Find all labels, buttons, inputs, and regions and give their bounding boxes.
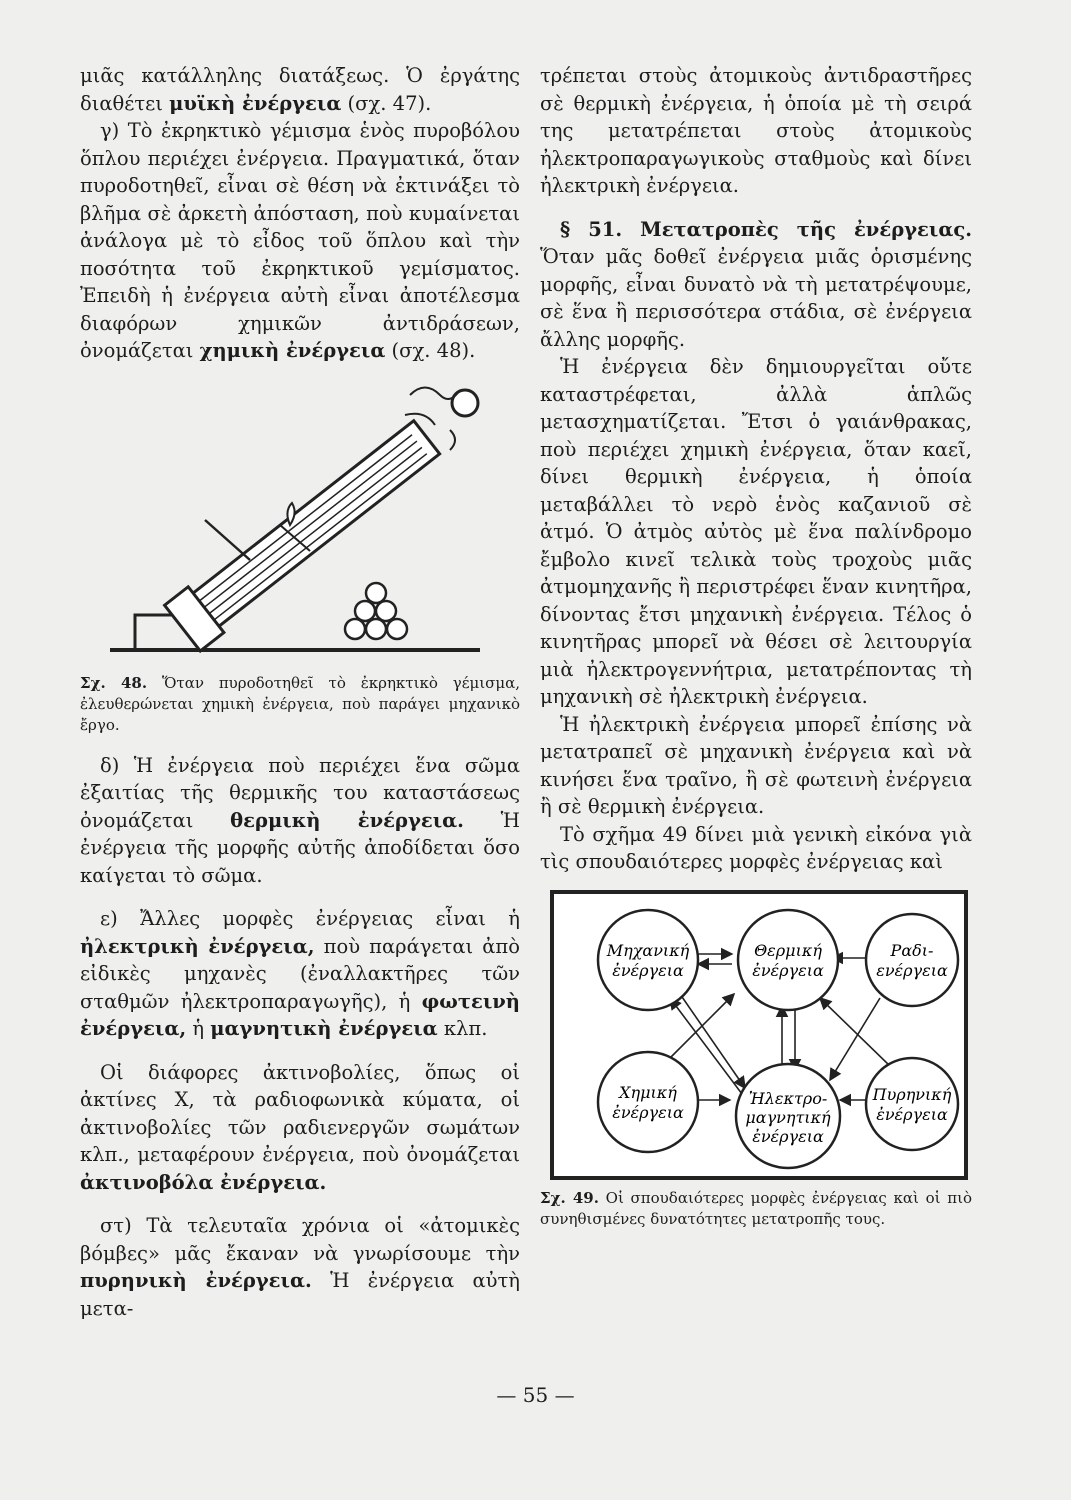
svg-text:Ραδι-: Ραδι- [890, 940, 934, 960]
page-number: — 55 — [496, 1383, 575, 1407]
node-thermal-energy [738, 910, 838, 1010]
paragraph: Οἱ διάφορες ἀκτινοβολίες, ὅπως οἱ ἀκτίνες Χ, τὰ ραδιοφωνικὰ κύματα, οἱ ἀκτινοβολίες τῶν ραδιενεργῶν σωμάτων κλπ., μεταφέρουν ἐνέργεια, ποὺ ὀνομάζεται ἀκτινοβόλα ἐνέργεια. [80, 1060, 520, 1194]
svg-text:Θερμική: Θερμική [754, 940, 822, 960]
figure-48-caption: Σχ. 48. Ὅταν πυροδοτηθεῖ τὸ ἐκρηκτικὸ γέμισμα, ἐλευθερώνεται χημικὴ ἐνέργεια, ποὺ παράγει μηχανικὸ ἔργο. [80, 673, 520, 734]
svg-text:ἐνέργεια: ἐνέργεια [752, 1126, 824, 1146]
svg-text:ἐνέργεια: ἐνέργεια [752, 960, 824, 980]
svg-text:Ἠλεκτρο-: Ἠλεκτρο- [748, 1088, 828, 1108]
node-electromagnetic-energy [736, 1064, 840, 1168]
svg-text:ἐνέργεια: ἐνέργεια [612, 1102, 684, 1122]
paragraph: Ἡ ἠλεκτρικὴ ἐνέργεια μπορεῖ ἐπίσης νὰ μετατραπεῖ σὲ μηχανικὴ ἐνέργεια καὶ νὰ κινήσει ἕνα τραῖνο, ἢ σὲ φωτεινὴ ἐνέργεια ἢ σὲ θερμικὴ ἐνέργεια. [540, 712, 972, 818]
paragraph: Ἡ ἐνέργεια δὲν δημιουργεῖται οὔτε καταστρέφεται, ἀλλὰ ἁπλῶς μετασχηματίζεται. Ἔτσι ὁ γαιάνθρακας, ποὺ περιέχει χημικὴ ἐνέργεια, ὅταν καεῖ, δίνει θερμικὴ ἐνέργεια, ἡ ὁποία μεταβάλλει τὸ νερὸ ἑνὸς καζανιοῦ σὲ ἀτμό. Ὁ ἀτμὸς αὐτὸς μὲ ἕνα παλίνδρομο ἔμβολο κινεῖ τελικὰ τοὺς τροχοὺς μιᾶς ἀτμομηχανῆς ἢ περιστρέφει ἕναν κινητῆρα, δίνοντας ἔτσι μηχανικὴ ἐνέργεια. Τέλος ὁ κινητῆρας μπορεῖ νὰ θέσει σὲ λειτουργία μιὰ ἠλεκτρογεννήτρια, μετατρέποντας τὴ μηχανικὴ σὲ ἠλεκτρικὴ ἐνέργεια. [540, 355, 972, 708]
section-51: § 51. Μετατροπὲς τῆς ἐνέργειας. Ὅταν μᾶς δοθεῖ ἐνέργεια μιᾶς ὁρισμένης μορφῆς, εἶναι δυνατὸ νὰ τὴ μετατρέψουμε, σὲ ἕνα ἢ περισσότερα στάδια, σὲ ἐνέργεια ἄλλης μορφῆς. [540, 217, 972, 351]
paragraph: τρέπεται στοὺς ἀτομικοὺς ἀντιδραστῆρες σὲ θερμικὴ ἐνέργεια, ἡ ὁποία μὲ τὴ σειρά της μετατρέπεται στοὺς ἀτομικοὺς ἠλεκτροπαραγωγικοὺς σταθμοὺς καὶ δίνει ἠλεκτρικὴ ἐνέργεια. [540, 64, 972, 197]
svg-text:Χημική: Χημική [619, 1082, 677, 1102]
paragraph: Τὸ σχῆμα 49 δίνει μιὰ γενικὴ εἰκόνα γιὰ τὶς σπουδαιότερες μορφὲς ἐνέργειας καὶ [540, 822, 972, 873]
node-radiant-energy [866, 914, 958, 1006]
node-nuclear-energy [866, 1058, 958, 1150]
svg-text:ενέργεια: ενέργεια [876, 960, 948, 980]
right-column [540, 62, 972, 1230]
node-mechanical-energy [598, 910, 698, 1010]
energy-conversion-diagram [550, 890, 968, 1180]
section-heading: § 51. Μετατροπὲς τῆς ἐνέργειας. [560, 217, 972, 241]
figure-49-caption: Σχ. 49. Οἱ σπουδαιότερες μορφὲς ἐνέργειας καὶ οἱ πιὸ συνηθισμένες δυνατότητες μετατροπῆς τους. [540, 1188, 972, 1228]
paragraph: μιᾶς κατάλληλης διατάξεως. Ὁ ἐργάτης διαθέτει μυϊκὴ ἐνέργεια (σχ. 47). [80, 64, 520, 115]
paragraph: ε) Ἄλλες μορφὲς ἐνέργειας εἶναι ἡ ἠλεκτρικὴ ἐνέργεια, ποὺ παράγεται ἀπὸ εἰδικὲς μηχανὲς (ἐναλλακτῆρες τῶν σταθμῶν ἠλεκτροπαραγωγῆς), ἡ φωτεινὴ ἐνέργεια, ἡ μαγνητικὴ ἐνέργεια κλπ. [80, 907, 520, 1040]
svg-text:ἐνέργεια: ἐνέργεια [876, 1104, 948, 1124]
svg-text:ἐνέργεια: ἐνέργεια [612, 960, 684, 980]
cannon-illustration [110, 375, 480, 665]
svg-text:μαγνητική: μαγνητική [745, 1107, 831, 1127]
svg-text:Μηχανική: Μηχανική [606, 940, 690, 960]
svg-text:Πυρηνική: Πυρηνική [872, 1084, 952, 1104]
paragraph: γ) Τὸ ἐκρηκτικὸ γέμισμα ἑνὸς πυροβόλου ὅπλου περιέχει ἐνέργεια. Πραγματικά, ὅταν πυροδοτηθεῖ, εἶναι σὲ θέση νὰ ἐκτινάξει τὸ βλῆμα σὲ ἀρκετὴ ἀπόσταση, ποὺ κυμαίνεται ἀνάλογα μὲ τὸ εἶδος τοῦ ὅπλου καὶ τὴν ποσότητα τοῦ ἐκρηκτικοῦ γεμίσματος. Ἐπειδὴ ἡ ἐνέργεια αὐτὴ εἶναι ἀποτέλεσμα διαφόρων χημικῶν ἀντιδράσεων, ὀνομάζεται χημικὴ ἐνέργεια (σχ. 48). [80, 119, 520, 362]
paragraph: δ) Ἡ ἐνέργεια ποὺ περιέχει ἕνα σῶμα ἐξαιτίας τῆς θερμικῆς του καταστάσεως ὀνομάζεται θερμικὴ ἐνέργεια. Ἡ ἐνέργεια τῆς μορφῆς αὐτῆς ἀποδίδεται ὅσο καίγεται τὸ σῶμα. [80, 753, 520, 887]
left-column [80, 62, 520, 1322]
node-chemical-energy [598, 1052, 698, 1152]
paragraph: στ) Τὰ τελευταῖα χρόνια οἱ «ἀτομικὲς βόμβες» μᾶς ἔκαναν νὰ γνωρίσουμε τὴν πυρηνικὴ ἐνέργεια. Ἡ ἐνέργεια αὐτὴ μετα- [80, 1214, 520, 1320]
